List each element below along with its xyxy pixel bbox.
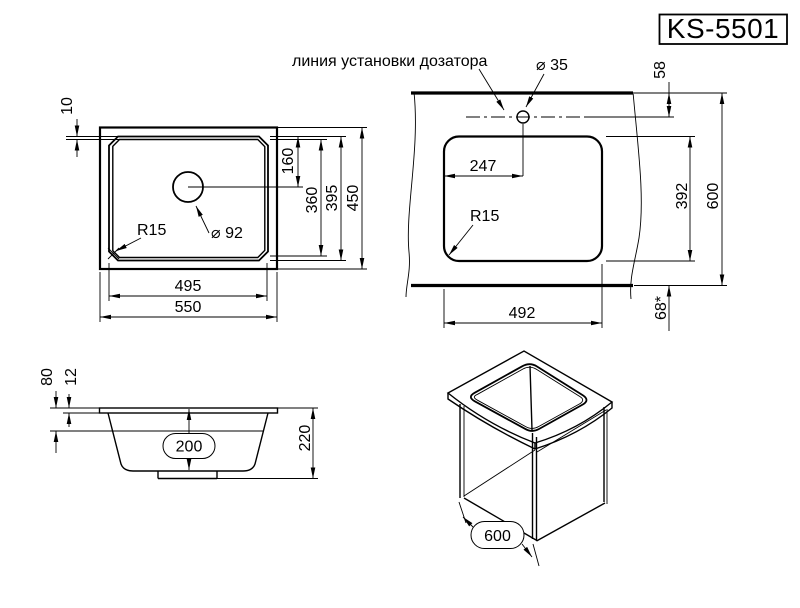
dim-hole-offset-160 bbox=[280, 137, 298, 188]
dim-label-220: 220 bbox=[297, 424, 314, 452]
dim-label-550: 550 bbox=[174, 299, 202, 316]
plan-hole-dia-callout bbox=[196, 206, 243, 242]
dim-label-58: 58 bbox=[652, 61, 669, 79]
rim-profile bbox=[100, 408, 278, 413]
dispenser-hole-dia-callout bbox=[526, 57, 568, 107]
counter-break-line-left bbox=[406, 92, 415, 297]
dim-220 bbox=[297, 408, 314, 479]
dim-flange-10 bbox=[59, 97, 77, 157]
counter-break-line-right bbox=[631, 92, 642, 299]
dim-label-68: 68* bbox=[653, 295, 670, 321]
dim-label-160: 160 bbox=[280, 147, 297, 175]
dim-12 bbox=[63, 368, 80, 427]
dim-80 bbox=[39, 368, 56, 453]
dim-label-10: 10 bbox=[59, 97, 76, 115]
plan-corner-radius-callout bbox=[108, 222, 166, 259]
dim-247 bbox=[444, 158, 523, 176]
iso-cabinet bbox=[460, 404, 607, 541]
dim-200 bbox=[163, 409, 215, 470]
dim-600-depth bbox=[705, 93, 722, 286]
dim-360 bbox=[304, 140, 321, 257]
dim-58 bbox=[652, 61, 669, 117]
plan-view bbox=[59, 97, 367, 322]
iso-interior-corner-edge bbox=[530, 366, 532, 430]
dim-68 bbox=[653, 286, 670, 332]
dim-550 bbox=[100, 299, 277, 317]
dim-label-80: 80 bbox=[39, 368, 56, 386]
dim-450 bbox=[345, 128, 362, 270]
dim-label-450: 450 bbox=[345, 184, 362, 212]
dim-label-492: 492 bbox=[508, 305, 536, 322]
dim-label-392: 392 bbox=[674, 182, 691, 210]
dim-label-495: 495 bbox=[174, 278, 202, 295]
sink-outer-rect bbox=[100, 128, 277, 270]
dispenser-note bbox=[292, 53, 504, 110]
dim-392 bbox=[674, 137, 691, 262]
model-number: KS-5501 bbox=[666, 13, 780, 44]
dim-label-247: 247 bbox=[469, 158, 497, 175]
dispenser-note-label: линия установки дозатора bbox=[292, 53, 488, 70]
dim-label-600-width: 600 bbox=[484, 528, 511, 545]
dispenser-hole-dia-label: ⌀ 35 bbox=[536, 57, 568, 74]
title-block bbox=[660, 13, 788, 44]
dim-label-200: 200 bbox=[175, 438, 203, 456]
drain-foot bbox=[158, 471, 217, 479]
plan-hole-dia-label: ⌀ 92 bbox=[211, 225, 243, 242]
cutout-corner-radius-callout bbox=[449, 208, 499, 255]
iso-view bbox=[448, 351, 612, 566]
dim-label-395: 395 bbox=[324, 184, 341, 212]
dim-label-12: 12 bbox=[63, 368, 80, 386]
cutout-r15-label: R15 bbox=[470, 208, 500, 225]
dim-495 bbox=[109, 278, 267, 296]
dim-label-600-depth: 600 bbox=[705, 182, 722, 210]
side-view bbox=[39, 368, 318, 479]
dim-492 bbox=[444, 305, 602, 323]
dim-395 bbox=[324, 137, 341, 261]
dim-label-360: 360 bbox=[304, 186, 321, 214]
plan-r15-label: R15 bbox=[137, 222, 167, 239]
